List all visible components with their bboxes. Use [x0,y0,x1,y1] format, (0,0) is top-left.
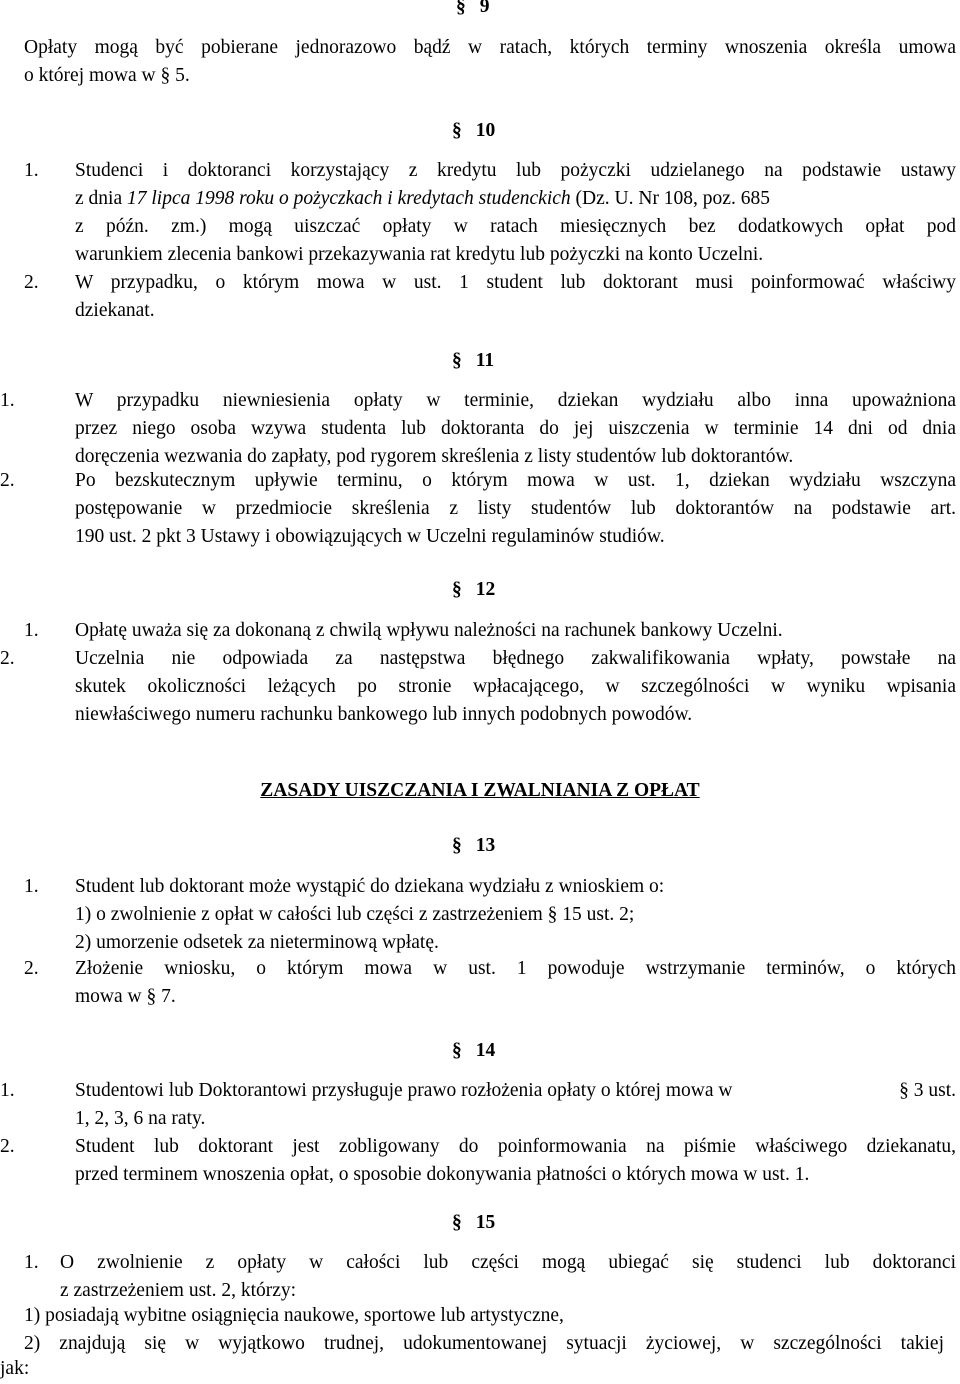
paragraph-10-2-line-1: W przypadku, o którym mowa w ust. 1 student lub doktorant musi poinformować właściwy [75,272,956,293]
item-number: 2. [24,272,39,293]
section-sign: § [146,986,157,1007]
paragraph-15-subitem-2: 2) znajdują się w wyjątkowo trudnej, udokumentowanej sytuacji życiowej, w szczególności takiej [24,1333,944,1354]
paragraph-15-1-line-1: O zwolnienie z opłaty w całości lub części mogą ubiegać się studenci lub doktoranci [60,1252,956,1273]
section-sign: § [547,904,558,925]
paragraph-15-tail: jak: [0,1358,30,1379]
paragraph-13-2-line-2: mowa w § 7. [75,986,176,1007]
paragraph-11-1-line-2: przez niego osoba wzywa studenta lub doktoranta do jej uiszczenia w terminie 14 dni od dnia [75,418,956,439]
paragraph-12-1-line-1: Opłatę uważa się za dokonaną z chwilą wpływu należności na rachunek bankowy Uczelni. [75,620,783,641]
paragraph-10-2-line-2: dziekanat. [75,300,155,321]
paragraph-14-1-line-2: 1, 2, 3, 6 na raty. [75,1108,206,1129]
paragraph-13-2-line-1: Złożenie wniosku, o którym mowa w ust. 1 powoduje wstrzymanie terminów, o których [75,958,956,979]
paragraph-11-2-line-3: 190 ust. 2 pkt 3 Ustawy i obowiązujących w Uczelni regulaminów studiów. [75,526,665,547]
chapter-title: ZASADY UISZCZANIA I ZWALNIANIA Z OPŁAT [260,780,700,801]
item-number: 1. [24,620,39,641]
paragraph-10-1-line-2: z dnia 17 lipca 1998 roku o pożyczkach i kredytach studenckich (Dz. U. Nr 108, poz. 685 [75,188,770,209]
item-number: 1. [24,160,39,181]
item-number: 1. [24,1252,39,1273]
paragraph-14-1-line-1: Studentowi lub Doktorantowi przysługuje prawo rozłożenia opłaty o której mowa w § 3 ust. [75,1080,956,1101]
paragraph-11-1-line-1: W przypadku niewniesienia opłaty w terminie, dziekan wydziału albo inna upoważniona [75,390,956,411]
item-number: 1. [0,1080,15,1101]
section-15-heading: § 15 [452,1212,496,1233]
paragraph-10-1-line-4: warunkiem zlecenia bankowi przekazywania rat kredytu lub pożyczki na konto Uczelni. [75,244,764,265]
paragraph-13-1-line-1: Student lub doktorant może wystąpić do dziekana wydziału z wnioskiem o: [75,876,665,897]
paragraph-9-line-2: o której mowa w § 5. [24,65,190,86]
paragraph-10-1-line-1: Studenci i doktoranci korzystający z kredytu lub pożyczki udzielanego na podstawie ustawy [75,160,956,181]
paragraph-12-2-line-3: niewłaściwego numeru rachunku bankowego lub innych podobnych powodów. [75,704,693,725]
paragraph-13-1-subitem-2: 2) umorzenie odsetek za nieterminową wpłatę. [75,932,439,953]
paragraph-11-1-line-3: doręczenia wezwania do zapłaty, pod rygorem skreślenia z listy studentów lub doktorantów. [75,446,794,467]
paragraph-14-2-line-1: Student lub doktorant jest zobligowany do poinformowania na piśmie właściwego dziekanatu, [75,1136,956,1157]
paragraph-13-1-subitem-1: 1) o zwolnienie z opłat w całości lub części z zastrzeżeniem § 15 ust. 2; [75,904,635,925]
item-number: 2. [0,1136,15,1157]
paragraph-15-1-line-2: z zastrzeżeniem ust. 2, którzy: [60,1280,297,1301]
paragraph-9-line-1: Opłaty mogą być pobierane jednorazowo bądź w ratach, których terminy wnoszenia określa umowa [24,37,956,58]
act-title: 17 lipca 1998 roku o pożyczkach i kredytach studenckich [126,188,571,209]
section-sign: § [160,65,171,86]
item-number: 2. [0,470,15,491]
section-12-heading: § 12 [452,579,496,600]
section-10-heading: § 10 [452,120,496,141]
item-number: 2. [0,648,15,669]
item-number: 2. [24,958,39,979]
paragraph-11-2-line-1: Po bezskutecznym upływie terminu, o którym mowa w ust. 1, dziekan wydziału wszczyna [75,470,956,491]
section-14-heading: § 14 [452,1040,496,1061]
paragraph-15-subitem-1: 1) posiadają wybitne osiągnięcia naukowe, sportowe lub artystyczne, [24,1305,564,1326]
paragraph-10-1-line-3: z późn. zm.) mogą uiszczać opłaty w ratach miesięcznych bez dodatkowych opłat pod [75,216,956,237]
paragraph-14-2-line-2: przed terminem wnoszenia opłat, o sposobie dokonywania płatności o których mowa w ust. 1. [75,1164,810,1185]
paragraph-12-2-line-1: Uczelnia nie odpowiada za następstwa błędnego zakwalifikowania wpłaty, powstałe na [75,648,956,669]
item-number: 1. [0,390,15,411]
section-9-heading: § 9 [456,0,490,17]
paragraph-12-2-line-2: skutek okoliczności leżących po stronie wpłacającego, w szczególności w wyniku wpisania [75,676,956,697]
section-11-heading: § 11 [452,350,495,371]
item-number: 1. [24,876,39,897]
section-13-heading: § 13 [452,835,496,856]
paragraph-11-2-line-2: postępowanie w przedmiocie skreślenia z listy studentów lub doktorantów na podstawie art. [75,498,956,519]
section-sign: § [899,1080,909,1101]
